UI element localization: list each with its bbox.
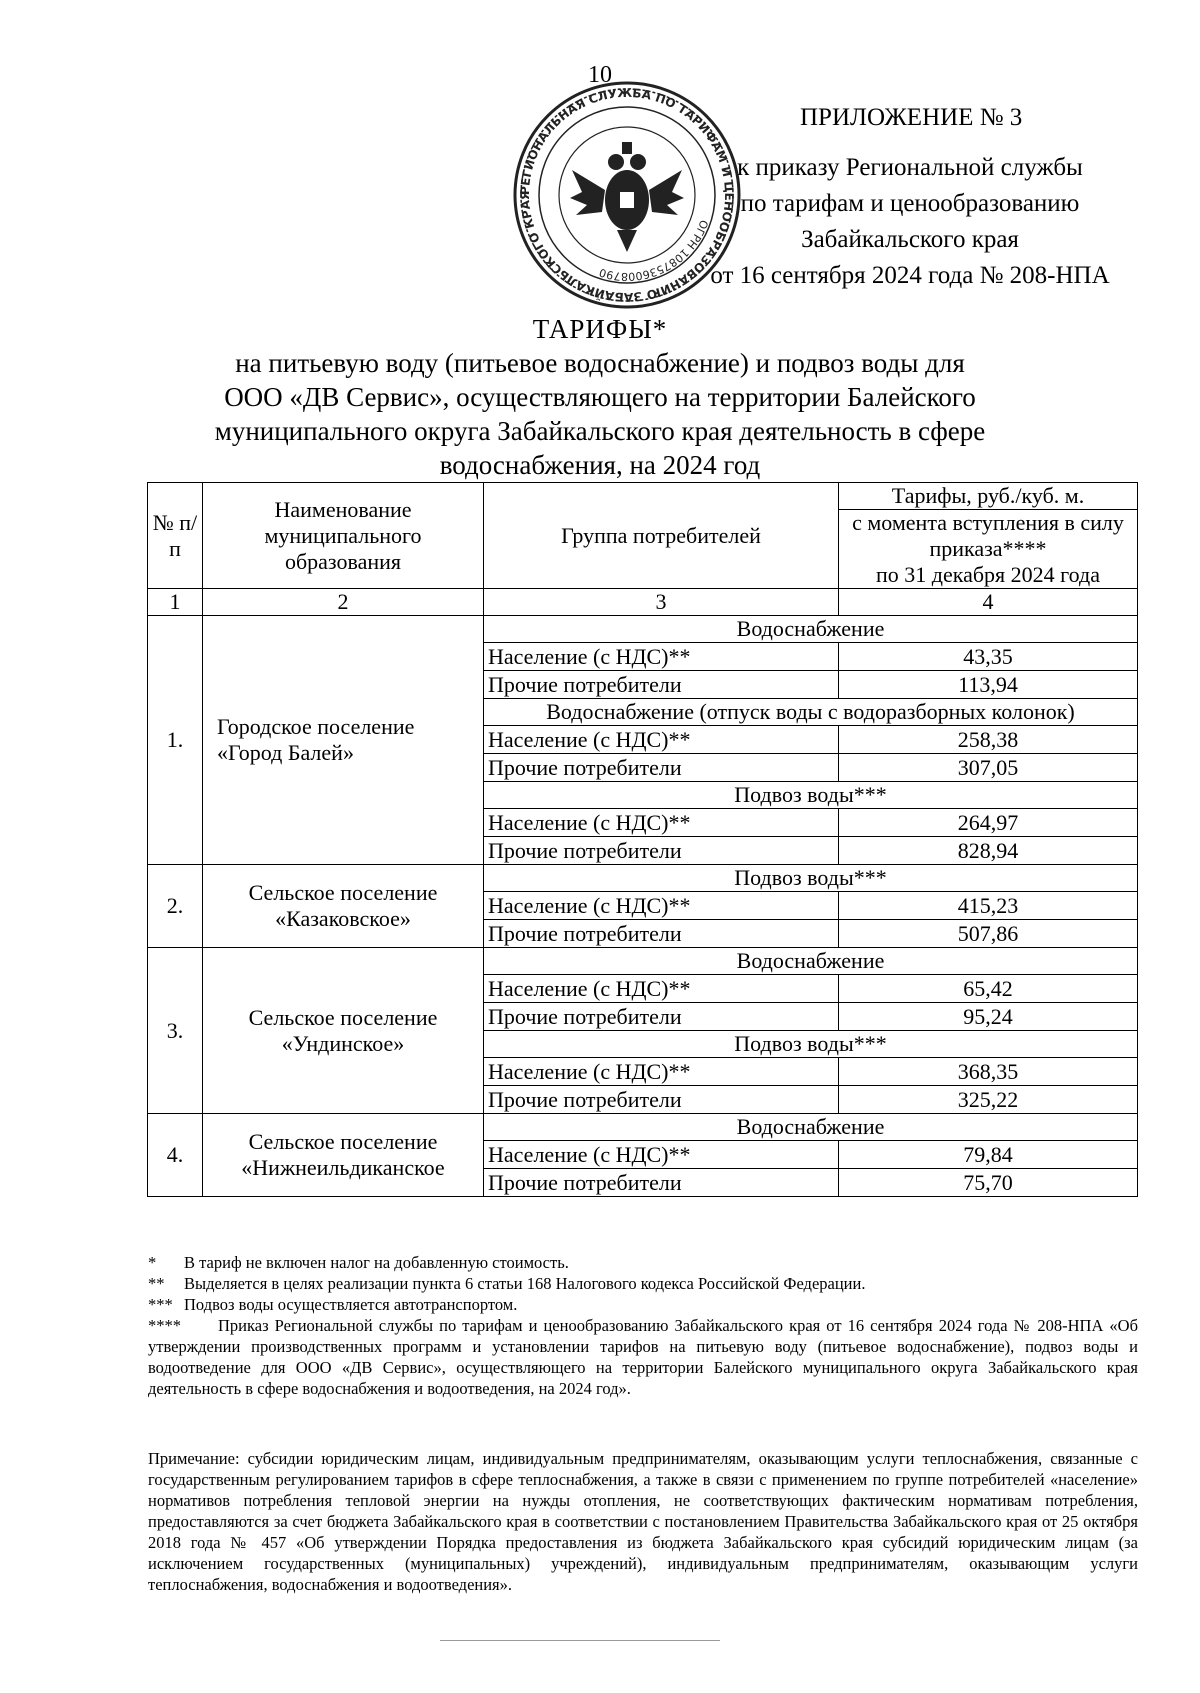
- footnote-mark: ****: [148, 1316, 181, 1335]
- appendix-header: [700, 100, 1120, 294]
- appendix-line: Забайкальского края: [801, 226, 1019, 253]
- tariff-value: 415,23: [839, 892, 1138, 920]
- footnote: [148, 1294, 1138, 1315]
- consumer-group: Прочие потребители: [484, 920, 839, 948]
- row-num: 1.: [148, 616, 203, 865]
- title-line: водоснабжения, на 2024 год: [439, 450, 761, 480]
- footnote-text: Приказ Региональной службы по тарифам и ценообразованию Забайкальского края от 16 сентября 2024 года № 208-НПА «Об утверждении производственных программ и установлении тарифов на питьевую воду (питьевое водоснабжение), подвоз воды и водоотведение для ООО «ДВ Сервис», осуществляющего на территории Балейского муниципального округа Забайкальского края деятельность в сфере водоснабжения и водоотведения, на 2024 год».: [148, 1316, 1138, 1398]
- col-index: 1: [148, 589, 203, 616]
- tariff-value: 75,70: [839, 1169, 1138, 1197]
- section-title: Водоснабжение: [484, 616, 1138, 643]
- tariff-value: 79,84: [839, 1141, 1138, 1169]
- appendix-title: ПРИЛОЖЕНИЕ № 3: [800, 104, 1023, 131]
- section-title: Подвоз воды***: [484, 782, 1138, 809]
- appendix-line: к приказу Региональной службы: [737, 154, 1083, 181]
- consumer-group: Прочие потребители: [484, 1169, 839, 1197]
- appendix-line: от 16 сентября 2024 года № 208-НПА: [710, 262, 1110, 289]
- col-index: 2: [203, 589, 484, 616]
- tariff-value: 43,35: [839, 643, 1138, 671]
- tariffs-table: [147, 482, 1138, 1197]
- bottom-divider: [440, 1640, 720, 1641]
- tariff-value: 113,94: [839, 671, 1138, 699]
- consumer-group: Прочие потребители: [484, 671, 839, 699]
- row-num: 4.: [148, 1114, 203, 1197]
- tariff-value: 828,94: [839, 837, 1138, 865]
- row-num: 3.: [148, 948, 203, 1114]
- consumer-group: Население (с НДС)**: [484, 892, 839, 920]
- seal-outer-text: РЕГИОНАЛЬНАЯ СЛУЖБА ПО ТАРИФАМ И ЦЕНООБРАЗОВАНИЮ ЗАБАЙКАЛЬСКОГО КРАЯ: [517, 85, 737, 305]
- consumer-group: Население (с НДС)**: [484, 1058, 839, 1086]
- title-line: муниципального округа Забайкальского края деятельность в сфере: [214, 416, 986, 446]
- consumer-group: Прочие потребители: [484, 754, 839, 782]
- tariff-value: 258,38: [839, 726, 1138, 754]
- section-title: Водоснабжение: [484, 1114, 1138, 1141]
- tariff-value: 307,05: [839, 754, 1138, 782]
- consumer-group: Прочие потребители: [484, 1086, 839, 1114]
- header-period-line2: по 31 декабря 2024 года: [876, 562, 1100, 587]
- consumer-group: Прочие потребители: [484, 1003, 839, 1031]
- footnotes: [148, 1252, 1138, 1399]
- consumer-group: Население (с НДС)**: [484, 643, 839, 671]
- header-period-line1: с момента вступления в силу приказа****: [852, 510, 1124, 561]
- header-group: Группа потребителей: [484, 483, 839, 589]
- footnote-text: В тариф не включен налог на добавленную стоимость.: [184, 1253, 569, 1272]
- consumer-group: Население (с НДС)**: [484, 1141, 839, 1169]
- tariff-value: 368,35: [839, 1058, 1138, 1086]
- footnote: [148, 1252, 1138, 1273]
- eagle-emblem-icon: [570, 142, 684, 252]
- tariff-value: 507,86: [839, 920, 1138, 948]
- tariff-value: 264,97: [839, 809, 1138, 837]
- footnote-text: Подвоз воды осуществляется автотранспортом.: [184, 1295, 518, 1314]
- tariff-value: 325,22: [839, 1086, 1138, 1114]
- seal-inner-text: ОГРН 1087536008790: [597, 218, 711, 284]
- header-municipality: Наименование муниципального образования: [203, 483, 484, 589]
- col-index: 3: [484, 589, 839, 616]
- municipality-name: Сельское поселение «Нижнеильдиканское: [203, 1114, 484, 1197]
- footnote-text: Выделяется в целях реализации пункта 6 статьи 168 Налогового кодекса Российской Федерации.: [184, 1274, 866, 1293]
- section-title: Подвоз воды***: [484, 865, 1138, 892]
- footnote: [148, 1273, 1138, 1294]
- consumer-group: Население (с НДС)**: [484, 975, 839, 1003]
- municipality-name: Сельское поселение «Казаковское»: [203, 865, 484, 948]
- title-line: ООО «ДВ Сервис», осуществляющего на территории Балейского: [224, 382, 976, 412]
- title-line: на питьевую воду (питьевое водоснабжение) и подвоз воды для: [235, 348, 965, 378]
- header-period: [839, 510, 1138, 589]
- col-index: 4: [839, 589, 1138, 616]
- footnote: [148, 1315, 1138, 1399]
- section-title: Водоснабжение (отпуск воды с водоразборных колонок): [484, 699, 1138, 726]
- section-title: Подвоз воды***: [484, 1031, 1138, 1058]
- consumer-group: Прочие потребители: [484, 837, 839, 865]
- consumer-group: Население (с НДС)**: [484, 809, 839, 837]
- tariff-value: 65,42: [839, 975, 1138, 1003]
- tariff-value: 95,24: [839, 1003, 1138, 1031]
- title-main: ТАРИФЫ*: [532, 314, 668, 344]
- document-title: [150, 312, 1050, 482]
- footnote-mark: ***: [148, 1295, 173, 1314]
- page-number: 10: [588, 62, 612, 88]
- section-title: Водоснабжение: [484, 948, 1138, 975]
- footnote-mark: **: [148, 1274, 165, 1293]
- footnote-mark: *: [148, 1253, 157, 1272]
- note-paragraph: Примечание: субсидии юридическим лицам, индивидуальным предпринимателям, оказывающим услуги теплоснабжения, связанные с государственным регулированием тарифов в сфере теплоснабжения, а также в связи с применением по группе потребителей «население» нормативов потребления тепловой энергии на нужды отопления, не соответствующих фактическим нормативам потребления, предоставляются за счет бюджета Забайкальского края в соответствии с постановлением Правительства Забайкальского края от 25 октября 2018 года № 457 «Об утверждении Порядка предоставления из бюджета Забайкальского края субсидий юридическим лицам (за исключением государственных (муниципальных) учреждений), индивидуальным предпринимателям, оказывающим услуги теплоснабжения, водоснабжения и водоотведения».: [148, 1449, 1138, 1594]
- appendix-line: по тарифам и ценообразованию: [740, 190, 1080, 217]
- municipality-name: Городское поселение «Город Балей»: [203, 616, 484, 865]
- consumer-group: Население (с НДС)**: [484, 726, 839, 754]
- header-num: № п/п: [148, 483, 203, 589]
- row-num: 2.: [148, 865, 203, 948]
- header-tariffs: Тарифы, руб./куб. м.: [839, 483, 1138, 510]
- municipality-name: Сельское поселение «Ундинское»: [203, 948, 484, 1114]
